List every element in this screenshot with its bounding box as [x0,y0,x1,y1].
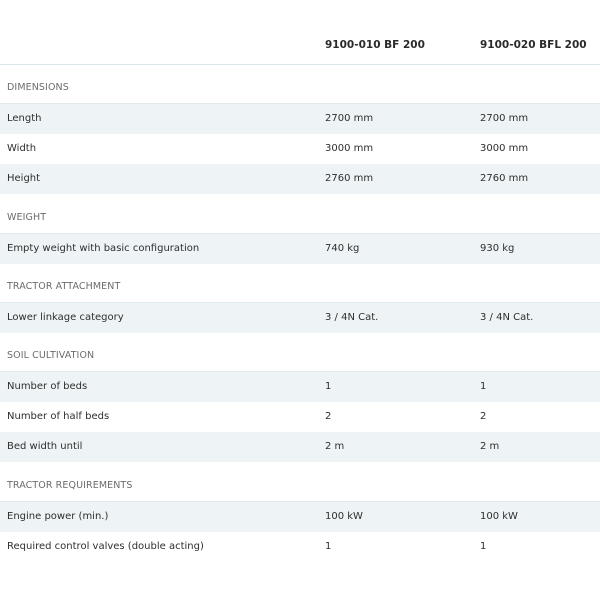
section-title: TRACTOR REQUIREMENTS [7,480,133,491]
row-label: Engine power (min.) [7,511,109,522]
table-row [0,234,600,264]
table-row [0,303,600,333]
row-value-model-1: 740 kg [325,243,360,254]
row-value-model-1: 2 [325,411,332,422]
row-label: Lower linkage category [7,312,124,323]
column-header-model-1: 9100-010 BF 200 [325,39,425,51]
row-value-model-1: 3 / 4N Cat. [325,312,379,323]
row-value-model-2: 2760 mm [480,173,529,184]
row-label: Empty weight with basic configuration [7,243,200,254]
row-label: Height [7,173,41,184]
table-row [0,164,600,194]
section-title: SOIL CULTIVATION [7,350,95,361]
row-value-model-2: 930 kg [480,243,515,254]
row-label: Bed width until [7,441,83,452]
row-value-model-1: 100 kW [325,511,363,522]
section-title: WEIGHT [7,212,47,223]
table-row [0,104,600,134]
section-soil-cultivation [0,333,600,372]
section-title: DIMENSIONS [7,82,69,93]
table-row [0,372,600,402]
column-header-model-2: 9100-020 BFL 200 [480,39,587,51]
section-weight [0,195,600,234]
row-value-model-1: 1 [325,381,332,392]
row-value-model-1: 2 m [325,441,345,452]
section-dimensions [0,65,600,104]
row-value-model-2: 2 [480,411,487,422]
table-row [0,502,600,532]
row-label: Required control valves (double acting) [7,541,204,552]
table-header [0,30,600,65]
table-row [0,432,600,462]
row-label: Number of beds [7,381,88,392]
row-label: Number of half beds [7,411,110,422]
row-value-model-1: 1 [325,541,332,552]
row-value-model-2: 1 [480,381,487,392]
table-row [0,134,600,164]
table-row [0,402,600,432]
row-value-model-2: 2700 mm [480,113,529,124]
row-label: Length [7,113,42,124]
row-value-model-1: 2700 mm [325,113,374,124]
row-value-model-2: 2 m [480,441,500,452]
section-tractor-attachment [0,264,600,303]
row-value-model-1: 2760 mm [325,173,374,184]
row-label: Width [7,143,37,154]
table-row [0,532,600,562]
row-value-model-2: 100 kW [480,511,518,522]
section-tractor-requirements [0,463,600,502]
row-value-model-1: 3000 mm [325,143,374,154]
row-value-model-2: 3000 mm [480,143,529,154]
row-value-model-2: 3 / 4N Cat. [480,312,534,323]
section-title: TRACTOR ATTACHMENT [7,281,121,292]
row-value-model-2: 1 [480,541,487,552]
